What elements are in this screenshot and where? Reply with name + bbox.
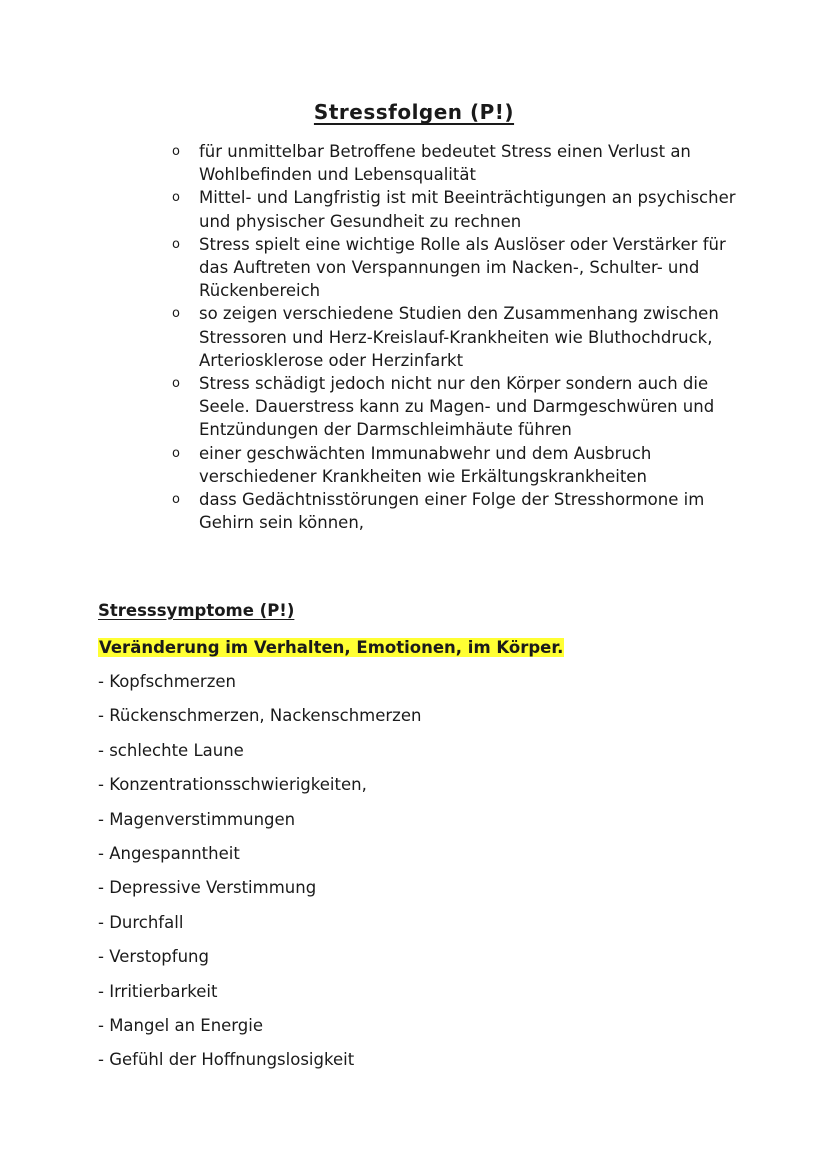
symptoms-heading: Stresssymptome (P!) xyxy=(98,601,295,620)
bullet-marker: o xyxy=(172,190,180,206)
list-item-text: so zeigen verschiedene Studien den Zusammenhang zwischen Stressoren und Herz-Kreislauf-Krankheiten wie Bluthochdruck, Arteriosklerose oder Herzinfarkt xyxy=(199,304,719,370)
list-item xyxy=(172,233,752,303)
list-item-text: für unmittelbar Betroffene bedeutet Stress einen Verlust an Wohlbefinden und Lebensqualität xyxy=(199,142,691,185)
symptom-item: - Verstopfung xyxy=(98,947,209,967)
list-item xyxy=(172,442,752,488)
symptom-list xyxy=(98,670,738,1083)
list-item-text: dass Gedächtnisstörungen einer Folge der Stresshormone im Gehirn sein können, xyxy=(199,490,705,533)
bullet-marker: o xyxy=(172,445,180,461)
list-item-text: Stress spielt eine wichtige Rolle als Auslöser oder Verstärker für das Auftreten von Verspannungen im Nacken-, Schulter- und Rückenbereich xyxy=(199,234,726,301)
bullet-marker: o xyxy=(172,492,180,508)
symptom-item: - Angespanntheit xyxy=(98,843,240,863)
list-item-text: Mittel- und Langfristig ist mit Beeinträchtigungen an psychischer und physischer Gesundheit zu rechnen xyxy=(199,188,736,231)
list-item xyxy=(172,372,752,442)
bullet-marker: o xyxy=(172,376,180,392)
symptom-item: - Gefühl der Hoffnungslosigkeit xyxy=(98,1050,355,1070)
highlight-text: Veränderung im Verhalten, Emotionen, im Körper. xyxy=(99,638,564,657)
symptom-item: - Rückenschmerzen, Nackenschmerzen xyxy=(98,706,422,726)
symptom-item: - Depressive Verstimmung xyxy=(98,878,317,898)
symptom-item: - Mangel an Energie xyxy=(98,1015,264,1035)
symptom-item: - schlechte Laune xyxy=(98,740,244,760)
list-item xyxy=(172,186,752,232)
list-item-text: einer geschwächten Immunabwehr und dem Ausbruch verschiedener Krankheiten wie Erkältungskrankheiten xyxy=(199,443,652,486)
bullet-marker: o xyxy=(172,236,180,252)
list-item-text: Stress schädigt jedoch nicht nur den Körper sondern auch die Seele. Dauerstress kann zu Magen- und Darmgeschwüren und Entzündungen der Darmschleimhäute führen xyxy=(199,374,715,440)
list-item xyxy=(172,302,752,372)
bullet-marker: o xyxy=(172,306,180,322)
list-item xyxy=(172,488,752,534)
page-title: Stressfolgen (P!) xyxy=(313,100,515,124)
symptom-item: - Kopfschmerzen xyxy=(98,672,236,691)
consequence-list xyxy=(172,140,752,534)
symptom-item: - Konzentrationsschwierigkeiten, xyxy=(98,775,367,795)
list-item xyxy=(172,140,752,186)
symptom-item: - Durchfall xyxy=(98,912,184,932)
symptom-item: - Magenverstimmungen xyxy=(98,809,296,829)
highlighted-subheading xyxy=(98,636,564,660)
bullet-marker: o xyxy=(172,144,180,159)
symptom-item: - Irritierbarkeit xyxy=(98,981,218,1001)
